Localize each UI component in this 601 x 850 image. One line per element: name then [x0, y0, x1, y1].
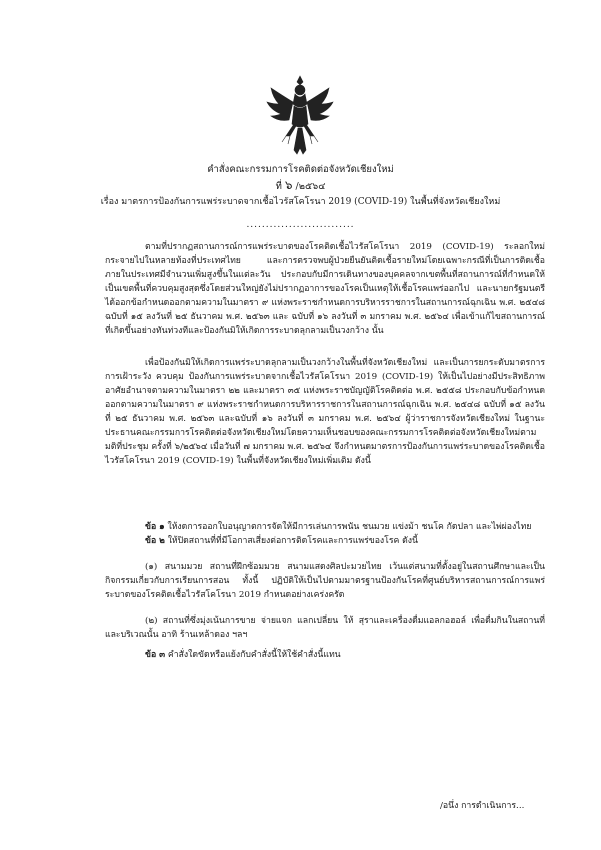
paragraph-1 — [105, 240, 545, 338]
clause-2-label: ข้อ ๒ — [145, 536, 165, 546]
separator: ............................ — [246, 220, 355, 230]
subitem-2 — [105, 614, 545, 642]
clause-2 — [145, 534, 545, 548]
paragraph-2 — [105, 356, 545, 468]
order-subject: เรื่อง มาตรการป้องกันการแพร่ระบาดจากเชื้อไวรัสโคโรนา 2019 (COVID-19) ในพื้นที่จังหวัดเชียงใหม่ — [100, 197, 501, 207]
clause-1 — [145, 520, 545, 534]
clause-1-label: ข้อ ๑ — [145, 522, 165, 532]
subitem-2-text: (๒) สถานที่ซึ่งมุ่งเน้นการขาย จ่ายแจก แลกเปลี่ยน ให้ สุราและเครื่องดื่มแอลกอฮอล์ เพื่อดื่มกินในสถานที่และบริเวณนั้น อาทิ ร้านเหล้าดอง ฯลฯ — [105, 616, 545, 640]
paragraph-1-text: ตามที่ปรากฏสถานการณ์การแพร่ระบาดของโรคติดเชื้อไวรัสโคโรนา 2019 (COVID-19) ระลอกใหม่กระจายไปในหลายท้องที่ประเทศไทย และการตรวจพบผู้ป่วยยืนยันติดเชื้อรายใหม่โดยเฉพาะกรณีที่เป็นการติดเชื้อภายในประเทศมีจำนวนเพิ่มสูงขึ้นในแต่ละวัน ประกอบกับมีการเดินทางของบุคคลจากเขตพื้นที่สถานการณ์ที่กำหนดให้เป็นเขตพื้นที่ควบคุมสูงสุดซึ่งโดยส่วนใหญ่ยังไม่ปรากฏอาการของโรคเป็นเหตุให้เชื้อโรคแพร่ออกไป และนายกรัฐมนตรีได้ออกข้อกำหนดออกตามความในมาตรา ๙ แห่งพระราชกำหนดการบริหารราชการในสถานการณ์ฉุกเฉิน พ.ศ. ๒๕๔๘ ฉบับที่ ๑๕ ลงวันที่ ๒๕ ธันวาคม พ.ศ. ๒๕๖๓ และ ฉบับที่ ๑๖ ลงวันที่ ๓ มกราคม พ.ศ. ๒๕๖๔ เพื่อเข้าแก้ไขสถานการณ์ที่เกิดขึ้นอย่างทันท่วงทีและป้องกันมิให้เกิดการระบาดลุกลามเป็นวงกว้าง นั้น — [105, 242, 545, 336]
order-title: คำสั่งคณะกรรมการโรคติดต่อจังหวัดเชียงใหม่ — [207, 164, 394, 175]
order-number — [0, 179, 601, 193]
clause-1-text: ให้งดการออกใบอนุญาตการจัดให้มีการเล่นการพนัน ชนมวย แข่งม้า ชนโค กัดปลา และไพ่ผ่องไทย — [167, 522, 532, 532]
clause-3-text: คำสั่งใดขัดหรือแย้งกับคำสั่งนี้ให้ใช้คำสั่งนี้แทน — [167, 650, 341, 660]
clause-2-text: ให้ปิดสถานที่ที่มีโอกาสเสี่ยงต่อการติดโรคและการแพร่ของโรค ดังนี้ — [167, 536, 418, 546]
continuation-note: /อนึ่ง การดำเนินการ... — [440, 801, 525, 811]
clause-3-label: ข้อ ๓ — [145, 650, 166, 660]
paragraph-2-text: เพื่อป้องกันมิให้เกิดการแพร่ระบาดลุกลามเป็นวงกว้างในพื้นที่จังหวัดเชียงใหม่ และเป็นการยกระดับมาตรการการเฝ้าระวัง ควบคุม ป้องกันการแพร่ระบาดจากเชื้อไวรัสโคโรนา 2019 (COVID-19) ให้เป็นไปอย่างมีประสิทธิภาพ อาศัยอำนาจตามความในมาตรา ๒๒ และมาตรา ๓๕ แห่งพระราชบัญญัติโรคติดต่อ พ.ศ. ๒๕๕๘ ประกอบกับข้อกำหนดออกตามความในมาตรา ๙ แห่งพระราชกำหนดการบริหารราชการในสถานการณ์ฉุกเฉิน พ.ศ. ๒๕๔๘ ฉบับที่ ๑๕ ลงวันที่ ๒๕ ธันวาคม พ.ศ. ๒๕๖๓ และฉบับที่ ๑๖ ลงวันที่ ๓ มกราคม พ.ศ. ๒๕๖๔ ผู้ว่าราชการจังหวัดเชียงใหม่ ในฐานะประธานคณะกรรมการโรคติดต่อจังหวัดเชียงใหม่โดยความเห็นชอบของคณะกรรมการโรคติดต่อจังหวัดเชียงใหม่ตามมติที่ประชุม ครั้งที่ ๖/๒๕๖๔ เมื่อวันที่ ๗ มกราคม พ.ศ. ๒๕๖๔ จึงกำหนดมาตรการป้องกันการแพร่ระบาดของโรคติดเชื้อไวรัสโคโรนา 2019 (COVID-19) ในพื้นที่จังหวัดเชียงใหม่เพิ่มเติม ดังนี้ — [105, 358, 545, 466]
order-number-suffix: /๒๕๖๔ — [295, 181, 326, 192]
order-number-prefix: ที่ — [275, 181, 282, 192]
subitem-1 — [105, 560, 545, 602]
garuda-emblem-icon — [264, 72, 336, 158]
order-number-handwritten: ๖ — [284, 178, 293, 192]
clause-3 — [145, 648, 545, 662]
subitem-1-text: (๑) สนามมวย สถานที่ฝึกซ้อมมวย สนามแสดงศิลปะมวยไทย เว้นแต่สนามที่ตั้งอยู่ในสถานศึกษาและเป็นกิจกรรมเกี่ยวกับการเรียนการสอน ทั้งนี้ ปฏิบัติให้เป็นไปตามมาตรฐานป้องกันโรคที่ศูนย์บริหารสถานการณ์การแพร่ระบาดของโรคติดเชื้อไวรัสโคโรนา 2019 กำหนดอย่างเคร่งครัด — [105, 562, 545, 600]
